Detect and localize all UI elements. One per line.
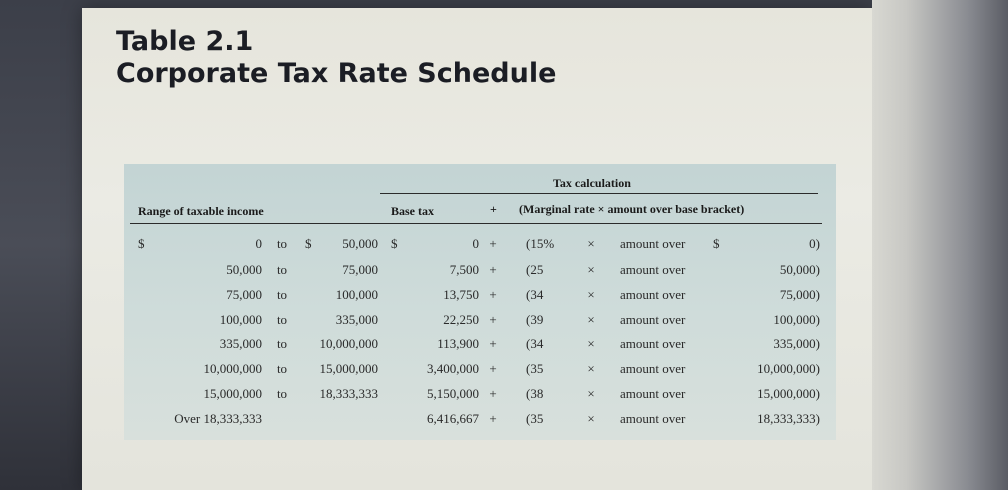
- base-bracket: 100,000): [773, 312, 820, 327]
- marginal-rate: (15%: [526, 236, 555, 251]
- range-of-income-header: Range of taxable income: [138, 204, 264, 218]
- times-sign: ×: [587, 262, 595, 277]
- times-sign: ×: [587, 411, 595, 426]
- dollar-sign: $: [391, 236, 398, 251]
- dollar-sign: $: [713, 236, 720, 251]
- base-tax: 22,250: [443, 312, 479, 327]
- to-word: to: [276, 236, 288, 251]
- base-bracket: 50,000): [779, 262, 820, 277]
- plus-sign: +: [489, 386, 497, 401]
- amount-over-label: amount over: [620, 336, 686, 351]
- marginal-rate: (35: [526, 411, 544, 426]
- marginal-rate: (34: [526, 336, 544, 351]
- dollar-sign: $: [305, 236, 312, 251]
- header-rule-top: [380, 193, 818, 194]
- plus-sign: +: [489, 287, 497, 302]
- header-rule-bottom: [130, 223, 822, 224]
- income-to: 75,000: [342, 262, 378, 277]
- plus-sign: +: [489, 336, 497, 351]
- marginal-rate: (34: [526, 287, 544, 302]
- plus-sign: +: [489, 236, 497, 251]
- amount-over-label: amount over: [620, 411, 686, 426]
- plus-header: +: [490, 202, 497, 216]
- income-from: Over 18,333,333: [174, 411, 262, 426]
- amount-over-label: amount over: [620, 236, 686, 251]
- amount-over-label: amount over: [620, 386, 686, 401]
- to-word: to: [276, 262, 288, 277]
- marginal-rate-header: (Marginal rate × amount over base bracket): [519, 202, 745, 216]
- amount-over-label: amount over: [620, 262, 686, 277]
- income-to: 10,000,000: [319, 336, 378, 351]
- base-bracket: 335,000): [773, 336, 820, 351]
- table-number: Table 2.1: [116, 26, 254, 57]
- income-from: 335,000: [219, 336, 262, 351]
- income-to: 18,333,333: [319, 386, 378, 401]
- base-tax: 7,500: [449, 262, 479, 277]
- times-sign: ×: [587, 236, 595, 251]
- income-from: 0: [255, 236, 262, 251]
- marginal-rate: (38: [526, 386, 544, 401]
- to-word: to: [276, 287, 288, 302]
- income-to: 15,000,000: [319, 361, 378, 376]
- amount-over-label: amount over: [620, 312, 686, 327]
- tax-calculation-header: Tax calculation: [553, 176, 631, 190]
- to-word: to: [276, 336, 288, 351]
- income-from: 50,000: [226, 262, 262, 277]
- base-bracket: 75,000): [779, 287, 820, 302]
- times-sign: ×: [587, 386, 595, 401]
- base-tax: 5,150,000: [427, 386, 479, 401]
- base-bracket: 15,000,000): [757, 386, 820, 401]
- times-sign: ×: [587, 336, 595, 351]
- income-from: 10,000,000: [203, 361, 262, 376]
- plus-sign: +: [489, 411, 497, 426]
- income-to: 100,000: [335, 287, 378, 302]
- base-tax: 3,400,000: [427, 361, 479, 376]
- marginal-rate: (39: [526, 312, 544, 327]
- times-sign: ×: [587, 312, 595, 327]
- income-from: 100,000: [219, 312, 262, 327]
- base-bracket: 10,000,000): [757, 361, 820, 376]
- dollar-sign: $: [138, 236, 145, 251]
- base-bracket: 0): [809, 236, 820, 251]
- income-from: 15,000,000: [203, 386, 262, 401]
- base-tax: 6,416,667: [427, 411, 479, 426]
- plus-sign: +: [489, 312, 497, 327]
- base-bracket: 18,333,333): [757, 411, 820, 426]
- base-tax-header: Base tax: [391, 204, 434, 218]
- table-title: [116, 26, 556, 90]
- to-word: to: [276, 386, 288, 401]
- background-glare: [872, 0, 1008, 490]
- plus-sign: +: [489, 262, 497, 277]
- to-word: to: [276, 361, 288, 376]
- marginal-rate: (35: [526, 361, 544, 376]
- amount-over-label: amount over: [620, 287, 686, 302]
- times-sign: ×: [587, 287, 595, 302]
- plus-sign: +: [489, 361, 497, 376]
- base-tax: 0: [472, 236, 479, 251]
- income-to: 335,000: [335, 312, 378, 327]
- base-tax: 13,750: [443, 287, 479, 302]
- income-from: 75,000: [226, 287, 262, 302]
- amount-over-label: amount over: [620, 361, 686, 376]
- marginal-rate: (25: [526, 262, 544, 277]
- base-tax: 113,900: [437, 336, 479, 351]
- table-caption: Corporate Tax Rate Schedule: [116, 58, 557, 89]
- to-word: to: [276, 312, 288, 327]
- times-sign: ×: [587, 361, 595, 376]
- income-to: 50,000: [342, 236, 378, 251]
